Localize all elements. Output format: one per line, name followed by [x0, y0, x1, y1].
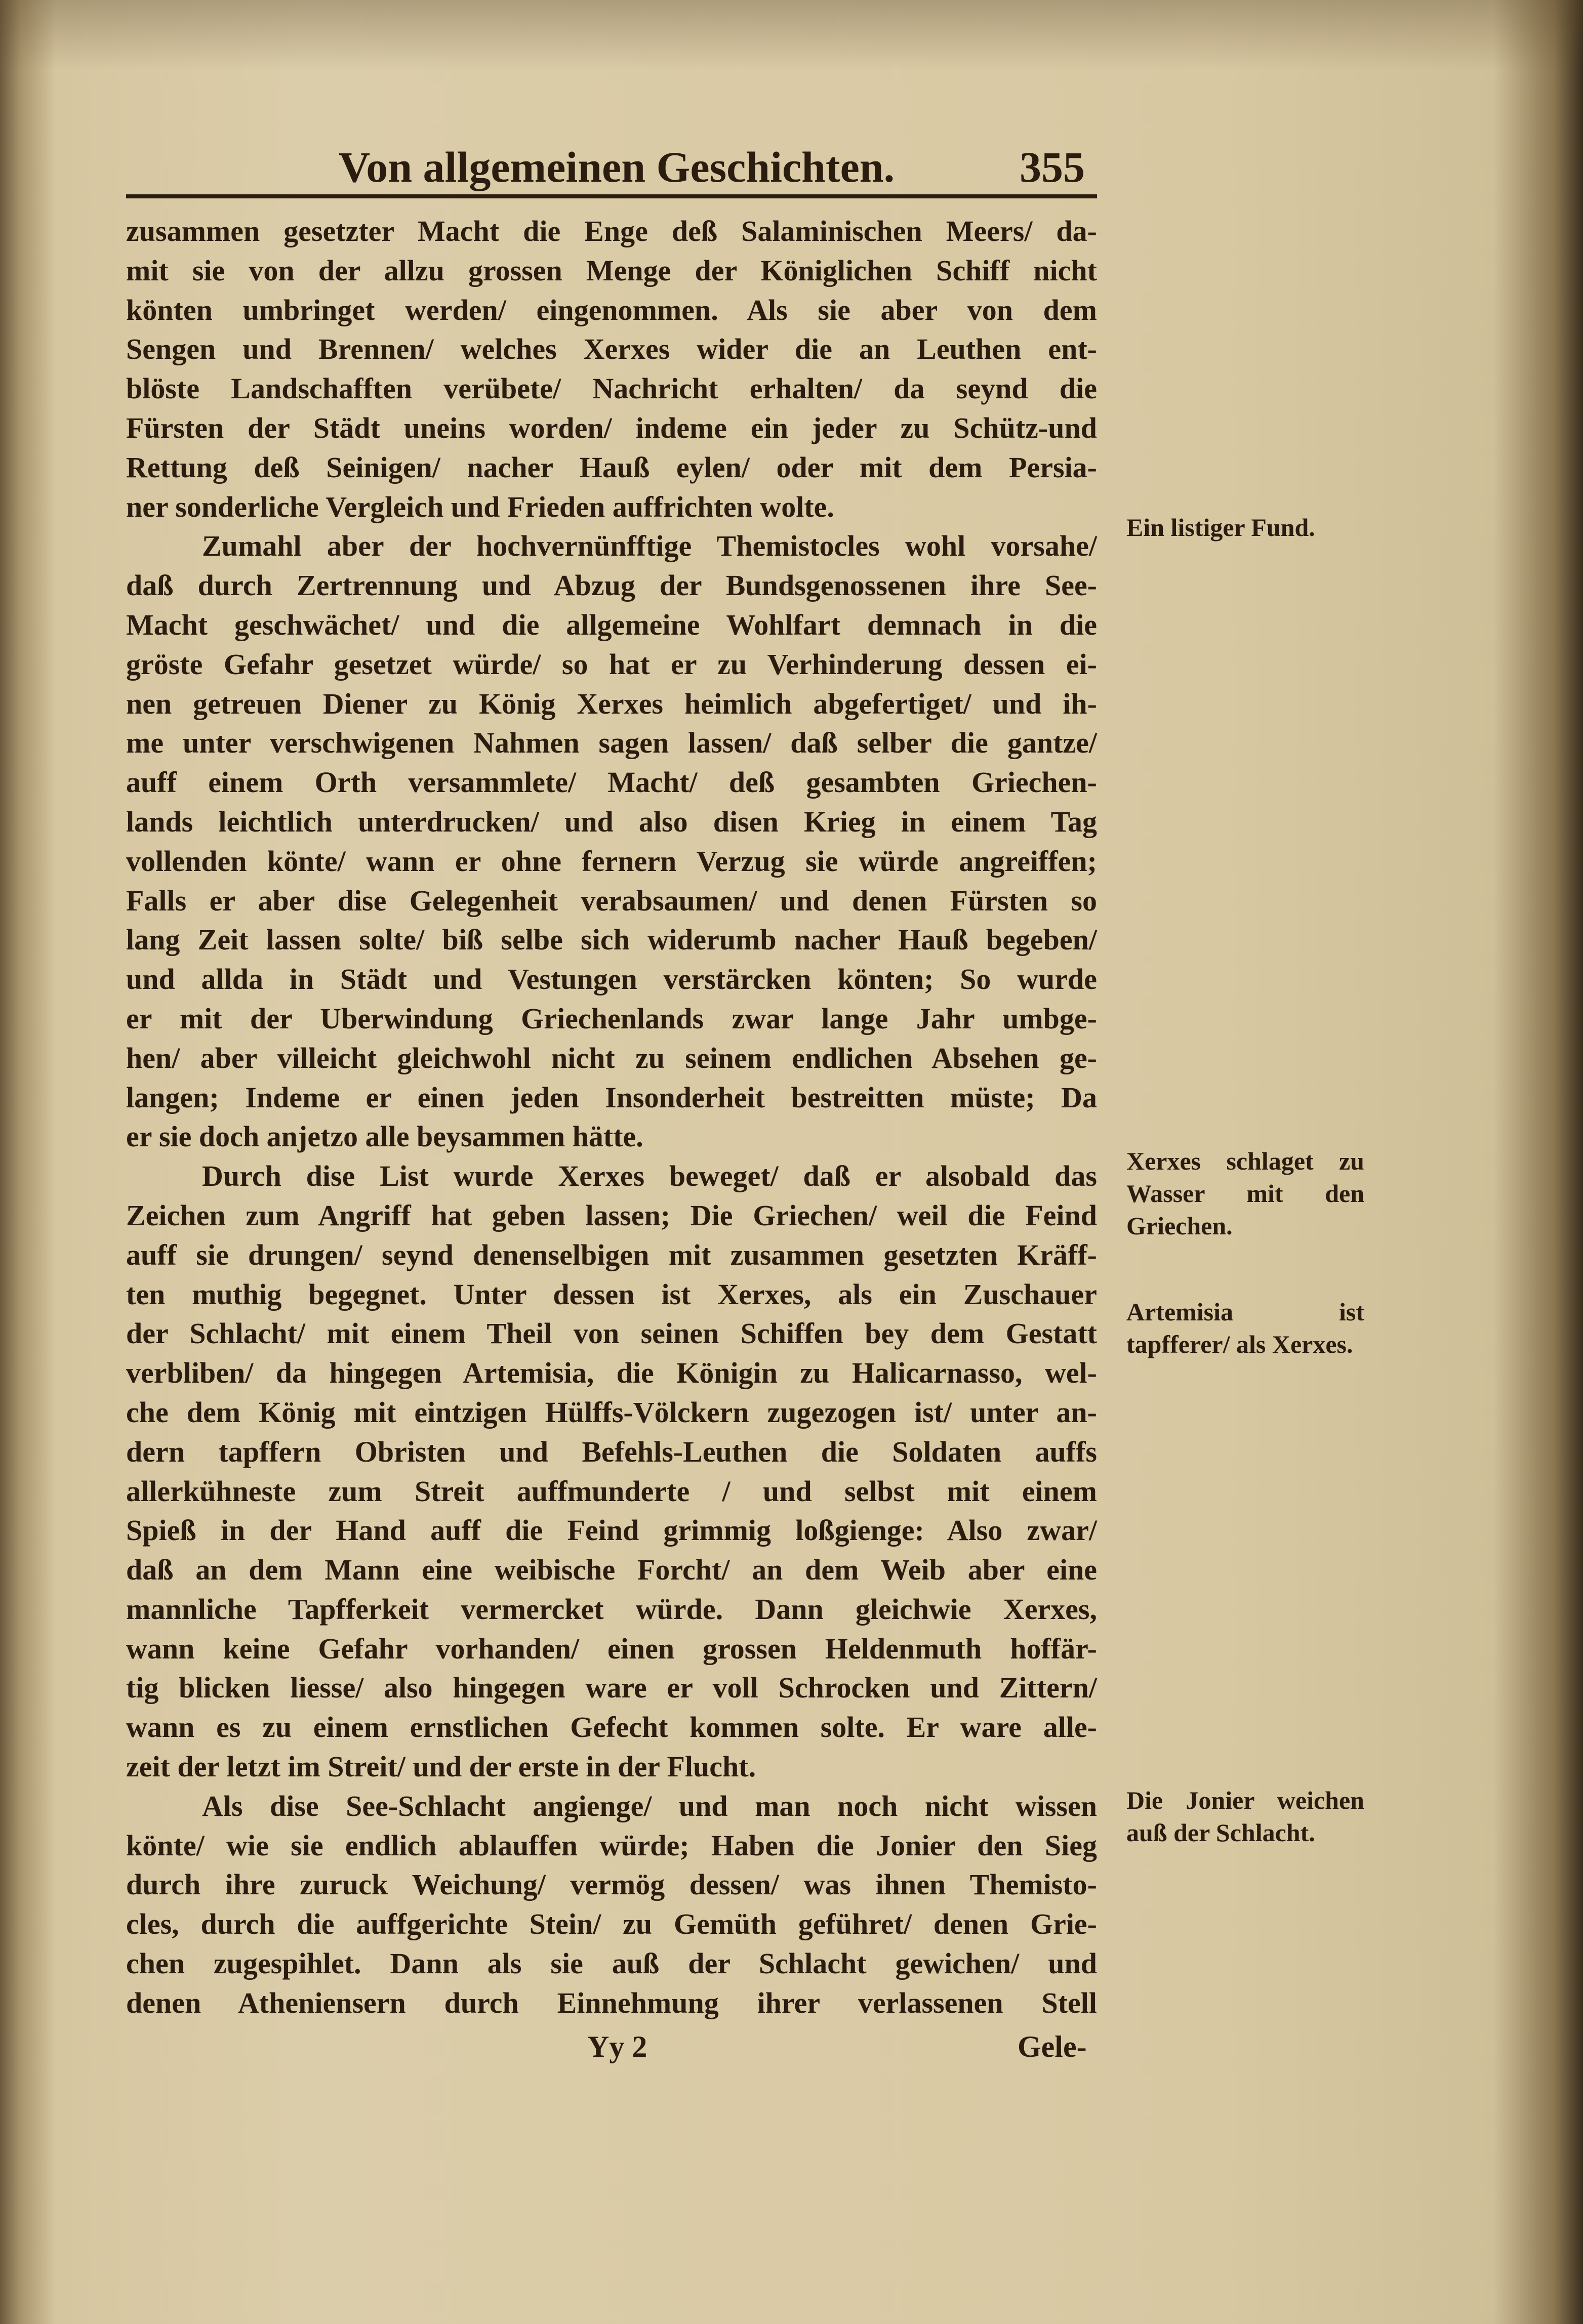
signature-mark: Yy 2	[587, 2030, 647, 2063]
text-line: dern tapffern Obristen und Befehls-Leuthen die Soldaten auffs	[126, 1435, 1097, 1468]
text-line: Falls er aber dise Gelegenheit verabsaumen/ und denen Fürsten so	[126, 884, 1097, 917]
text-line: er mit der Uberwindung Griechenlands zwar lange Jahr umbge-	[126, 1002, 1097, 1035]
text-line: lands leichtlich unterdrucken/ und also disen Krieg in einem Tag	[126, 805, 1097, 838]
main-text-block	[126, 212, 1097, 2023]
text-line: er sie doch anjetzo alle beysammen hätte.	[126, 1120, 643, 1153]
text-line: könten umbringet werden/ eingenommen. Als sie aber von dem	[126, 293, 1097, 326]
page-edge-shadow	[0, 0, 1583, 71]
text-line: ten muthig begegnet. Unter dessen ist Xerxes, als ein Zuschauer	[126, 1277, 1097, 1311]
page-number: 355	[1020, 143, 1085, 191]
text-line: Durch dise List wurde Xerxes beweget/ daß er alsobald das	[202, 1159, 1097, 1193]
text-line: tig blicken liesse/ also hingegen ware er voll Schrocken und Zittern/	[126, 1671, 1097, 1705]
text-line: nen getreuen Diener zu König Xerxes heimlich abgefertiget/ und ih-	[126, 687, 1097, 720]
text-line: auff sie drungen/ seynd denenselbigen mit zusammen gesetzten Kräff-	[126, 1238, 1097, 1271]
text-line: verbliben/ da hingegen Artemisia, die Königin zu Halicarnasso, wel-	[126, 1356, 1097, 1390]
text-line: der Schlacht/ mit einem Theil von seinen Schiffen bey dem Gestatt	[126, 1317, 1097, 1350]
text-line: Als dise See-Schlacht angienge/ und man noch nicht wissen	[202, 1789, 1097, 1822]
text-line: auff einem Orth versammlete/ Macht/ deß gesambten Griechen-	[126, 766, 1097, 799]
header-rule	[126, 194, 1097, 198]
text-line: me unter verschwigenen Nahmen sagen lassen/ daß selber die gantze/	[126, 726, 1097, 760]
margin-note: Ein listiger Fund.	[1126, 513, 1315, 542]
margin-note: Xerxes schlaget zu Wasser mit den Griechen.	[1126, 1147, 1364, 1240]
text-line: Macht geschwächet/ und die allgemeine Wohlfart demnach in die	[126, 608, 1097, 641]
text-line: chen zugespihlet. Dann als sie auß der Schlacht gewichen/ und	[126, 1947, 1097, 1980]
text-line: denen Atheniensern durch Einnehmung ihrer verlassenen Stell	[126, 1986, 1097, 2019]
text-line: lang Zeit lassen solte/ biß selbe sich widerumb nacher Hauß begeben/	[126, 923, 1097, 957]
text-line: allerkühneste zum Streit auffmunderte / und selbst mit einem	[126, 1474, 1097, 1508]
text-line: daß durch Zertrennung und Abzug der Bundsgenossenen ihre See-	[126, 569, 1097, 602]
text-line: cles, durch die auffgerichte Stein/ zu Gemüth geführet/ denen Grie-	[126, 1907, 1097, 1941]
text-line: daß an dem Mann eine weibische Forcht/ an dem Weib aber eine	[126, 1553, 1097, 1587]
text-line: vollenden könte/ wann er ohne fernern Verzug sie würde angreiffen;	[126, 844, 1097, 878]
text-line: und allda in Städt und Vestungen verstärcken könten; So wurde	[126, 963, 1097, 996]
margin-note: Artemisia ist tapfferer/ als Xerxes.	[1126, 1298, 1364, 1358]
text-line: blöste Landschafften verübete/ Nachricht erhalten/ da seynd die	[126, 372, 1097, 405]
text-line: mannliche Tapfferkeit vermercket würde. Dann gleichwie Xerxes,	[126, 1592, 1097, 1626]
text-line: mit sie von der allzu grossen Menge der Königlichen Schiff nicht	[126, 254, 1097, 287]
text-line: langen; Indeme er einen jeden Insonderheit bestreitten müste; Da	[126, 1081, 1097, 1114]
text-line: zusammen gesetzter Macht die Enge deß Salaminischen Meers/ da-	[126, 215, 1097, 247]
text-line: ner sonderliche Vergleich und Frieden auffrichten wolte.	[126, 490, 834, 523]
text-line: Rettung deß Seinigen/ nacher Hauß eylen/ oder mit dem Persia-	[126, 450, 1097, 484]
text-line: zeit der letzt im Streit/ und der erste in der Flucht.	[126, 1750, 756, 1783]
text-line: wann keine Gefahr vorhanden/ einen grossen Heldenmuth hoffär-	[126, 1632, 1097, 1665]
text-line: gröste Gefahr gesetzet würde/ so hat er zu Verhinderung dessen ei-	[126, 647, 1097, 681]
text-line: Zeichen zum Angriff hat geben lassen; Die Griechen/ weil die Feind	[126, 1198, 1097, 1232]
text-line: che dem König mit eintzigen Hülffs-Völckern zugezogen ist/ unter an-	[126, 1395, 1097, 1429]
text-line: durch ihre zuruck Weichung/ vermög dessen/ was ihnen Themisto-	[126, 1868, 1097, 1901]
text-line: Sengen und Brennen/ welches Xerxes wider die an Leuthen ent-	[126, 333, 1097, 366]
margin-note: Die Jonier weichen auß der Schlacht.	[1126, 1786, 1364, 1847]
text-line: Zumahl aber der hochvernünfftige Themistocles wohl vorsahe/	[202, 529, 1097, 563]
text-line: könte/ wie sie endlich ablauffen würde; Haben die Jonier den Sieg	[126, 1829, 1097, 1862]
text-line: wann es zu einem ernstlichen Gefecht kommen solte. Er ware alle-	[126, 1711, 1097, 1744]
text-line: hen/ aber villeicht gleichwohl nicht zu seinem endlichen Absehen ge-	[126, 1041, 1097, 1074]
catchword: Gele-	[1018, 2030, 1087, 2063]
text-line: Spieß in der Hand auff die Feind grimmig loßgienge: Also zwar/	[126, 1514, 1097, 1547]
running-title: Von allgemeinen Geschichten.	[339, 143, 895, 191]
running-header	[126, 137, 1097, 192]
text-line: Fürsten der Städt uneins worden/ indeme ein jeder zu Schütz-und	[126, 411, 1097, 444]
